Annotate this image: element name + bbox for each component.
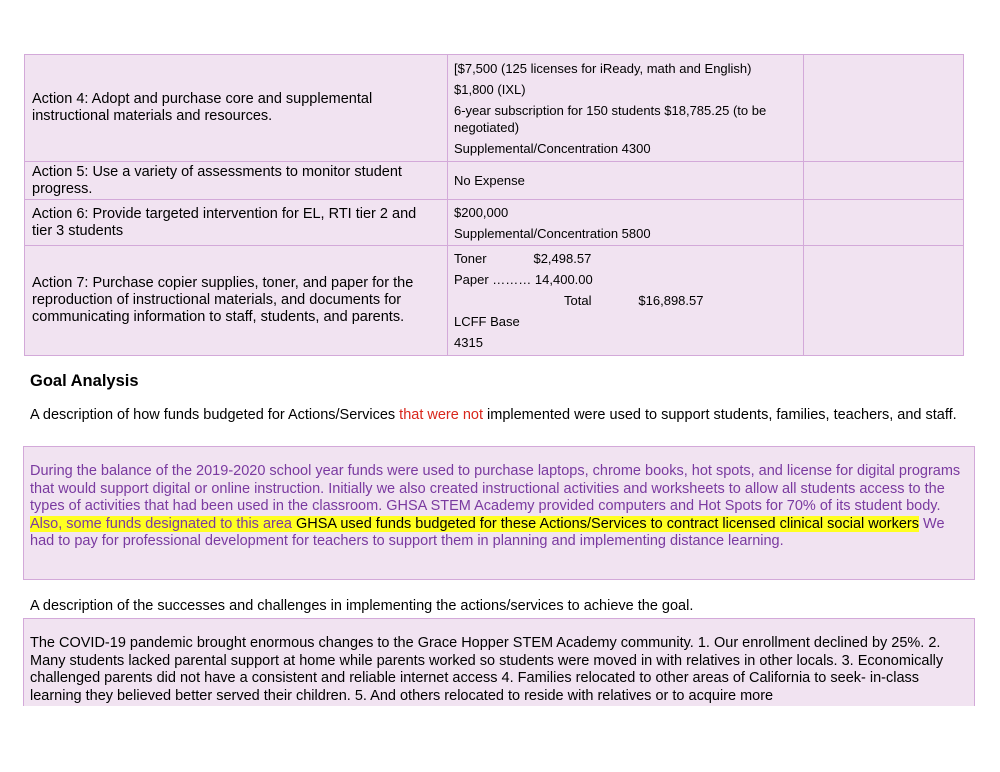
response-text: We had to pay for professional development for teachers to support them in planning and implementing distance learning. (30, 515, 945, 549)
empty-cell (804, 55, 964, 162)
expenditure-line: No Expense (454, 173, 525, 188)
expenditure-cell (448, 200, 804, 246)
expenditure-line: [$7,500 (125 licenses for iReady, math and English) (454, 60, 752, 76)
expenditure-line: LCFF Base (454, 314, 520, 329)
table-row (25, 246, 964, 356)
table-row (25, 162, 964, 200)
highlighted-text: Also, some funds designated to this area (30, 515, 296, 532)
expenditure-line: Supplemental/Concentration 4300 (454, 140, 651, 156)
highlighted-text: GHSA used funds budgeted for these Actions/Services to contract licensed clinical social workers (296, 515, 920, 532)
expenditure-line: $1,800 (IXL) (454, 81, 526, 97)
table-row (25, 200, 964, 246)
section-heading: Goal Analysis (30, 372, 139, 390)
funds-prompt (30, 407, 975, 425)
successes-prompt: A description of the successes and challenges in implementing the actions/services to achieve the goal. (30, 598, 694, 614)
expenditure-cell (448, 246, 804, 356)
funds-response-box (23, 446, 975, 580)
expenditure-line: Supplemental/Concentration 5800 (454, 225, 651, 241)
empty-cell (804, 162, 964, 200)
action-cell: Action 6: Provide targeted intervention for EL, RTI tier 2 and tier 3 students (25, 200, 448, 246)
actions-table (24, 54, 964, 356)
expenditure-line: Toner $2,498.57 (454, 251, 592, 266)
action-cell: Action 5: Use a variety of assessments to monitor student progress. (25, 162, 448, 200)
successes-response: The COVID-19 pandemic brought enormous changes to the Grace Hopper STEM Academy community. 1. Our enrollment declined by 25%. 2. Many students lacked parental support at home while parents worked so students were moved in with relatives in other locals. 3. Economically challenged parents did not have a consistent and reliable internet access 4. Families relocated to other areas of California to seek- in-class learning they believed better served their children. 5. And others relocated to reside with relatives or to acquire more (30, 635, 944, 704)
table-row (25, 55, 964, 162)
expenditure-total: Total $16,898.57 (564, 293, 704, 308)
prompt-text: A description of how funds budgeted for Actions/Services (30, 407, 400, 423)
expenditure-line: Paper ……… 14,400.00 (454, 272, 593, 287)
action-cell: Action 4: Adopt and purchase core and supplemental instructional materials and resources. (25, 55, 448, 162)
prompt-text: implemented were used to support students, families, teachers, and staff. (483, 407, 957, 423)
action-cell: Action 7: Purchase copier supplies, toner, and paper for the reproduction of instructional materials, and documents for communicating information to staff, students, and parents. (25, 246, 448, 356)
expenditure-line: 6-year subscription for 150 students $18,785.25 (to be negotiated) (454, 102, 767, 135)
expenditure-line: $200,000 (454, 204, 509, 220)
expenditure-cell (448, 55, 804, 162)
funds-response (30, 463, 968, 551)
prompt-emphasis: that were not (399, 407, 483, 423)
successes-response-box (23, 618, 975, 706)
empty-cell (804, 200, 964, 246)
expenditure-line: 4315 (454, 335, 483, 350)
empty-cell (804, 246, 964, 356)
response-text: During the balance of the 2019-2020 school year funds were used to purchase laptops, chrome books, hot spots, and license for digital programs that would support digital or online instruction. Initially we also created instructional activities and worksheets to allow all students access to the types of activities that had been used in the classroom. GHSA STEM Academy provided computers and Hot Spots for 70% of its student body. (30, 463, 961, 514)
expenditure-cell (448, 162, 804, 200)
